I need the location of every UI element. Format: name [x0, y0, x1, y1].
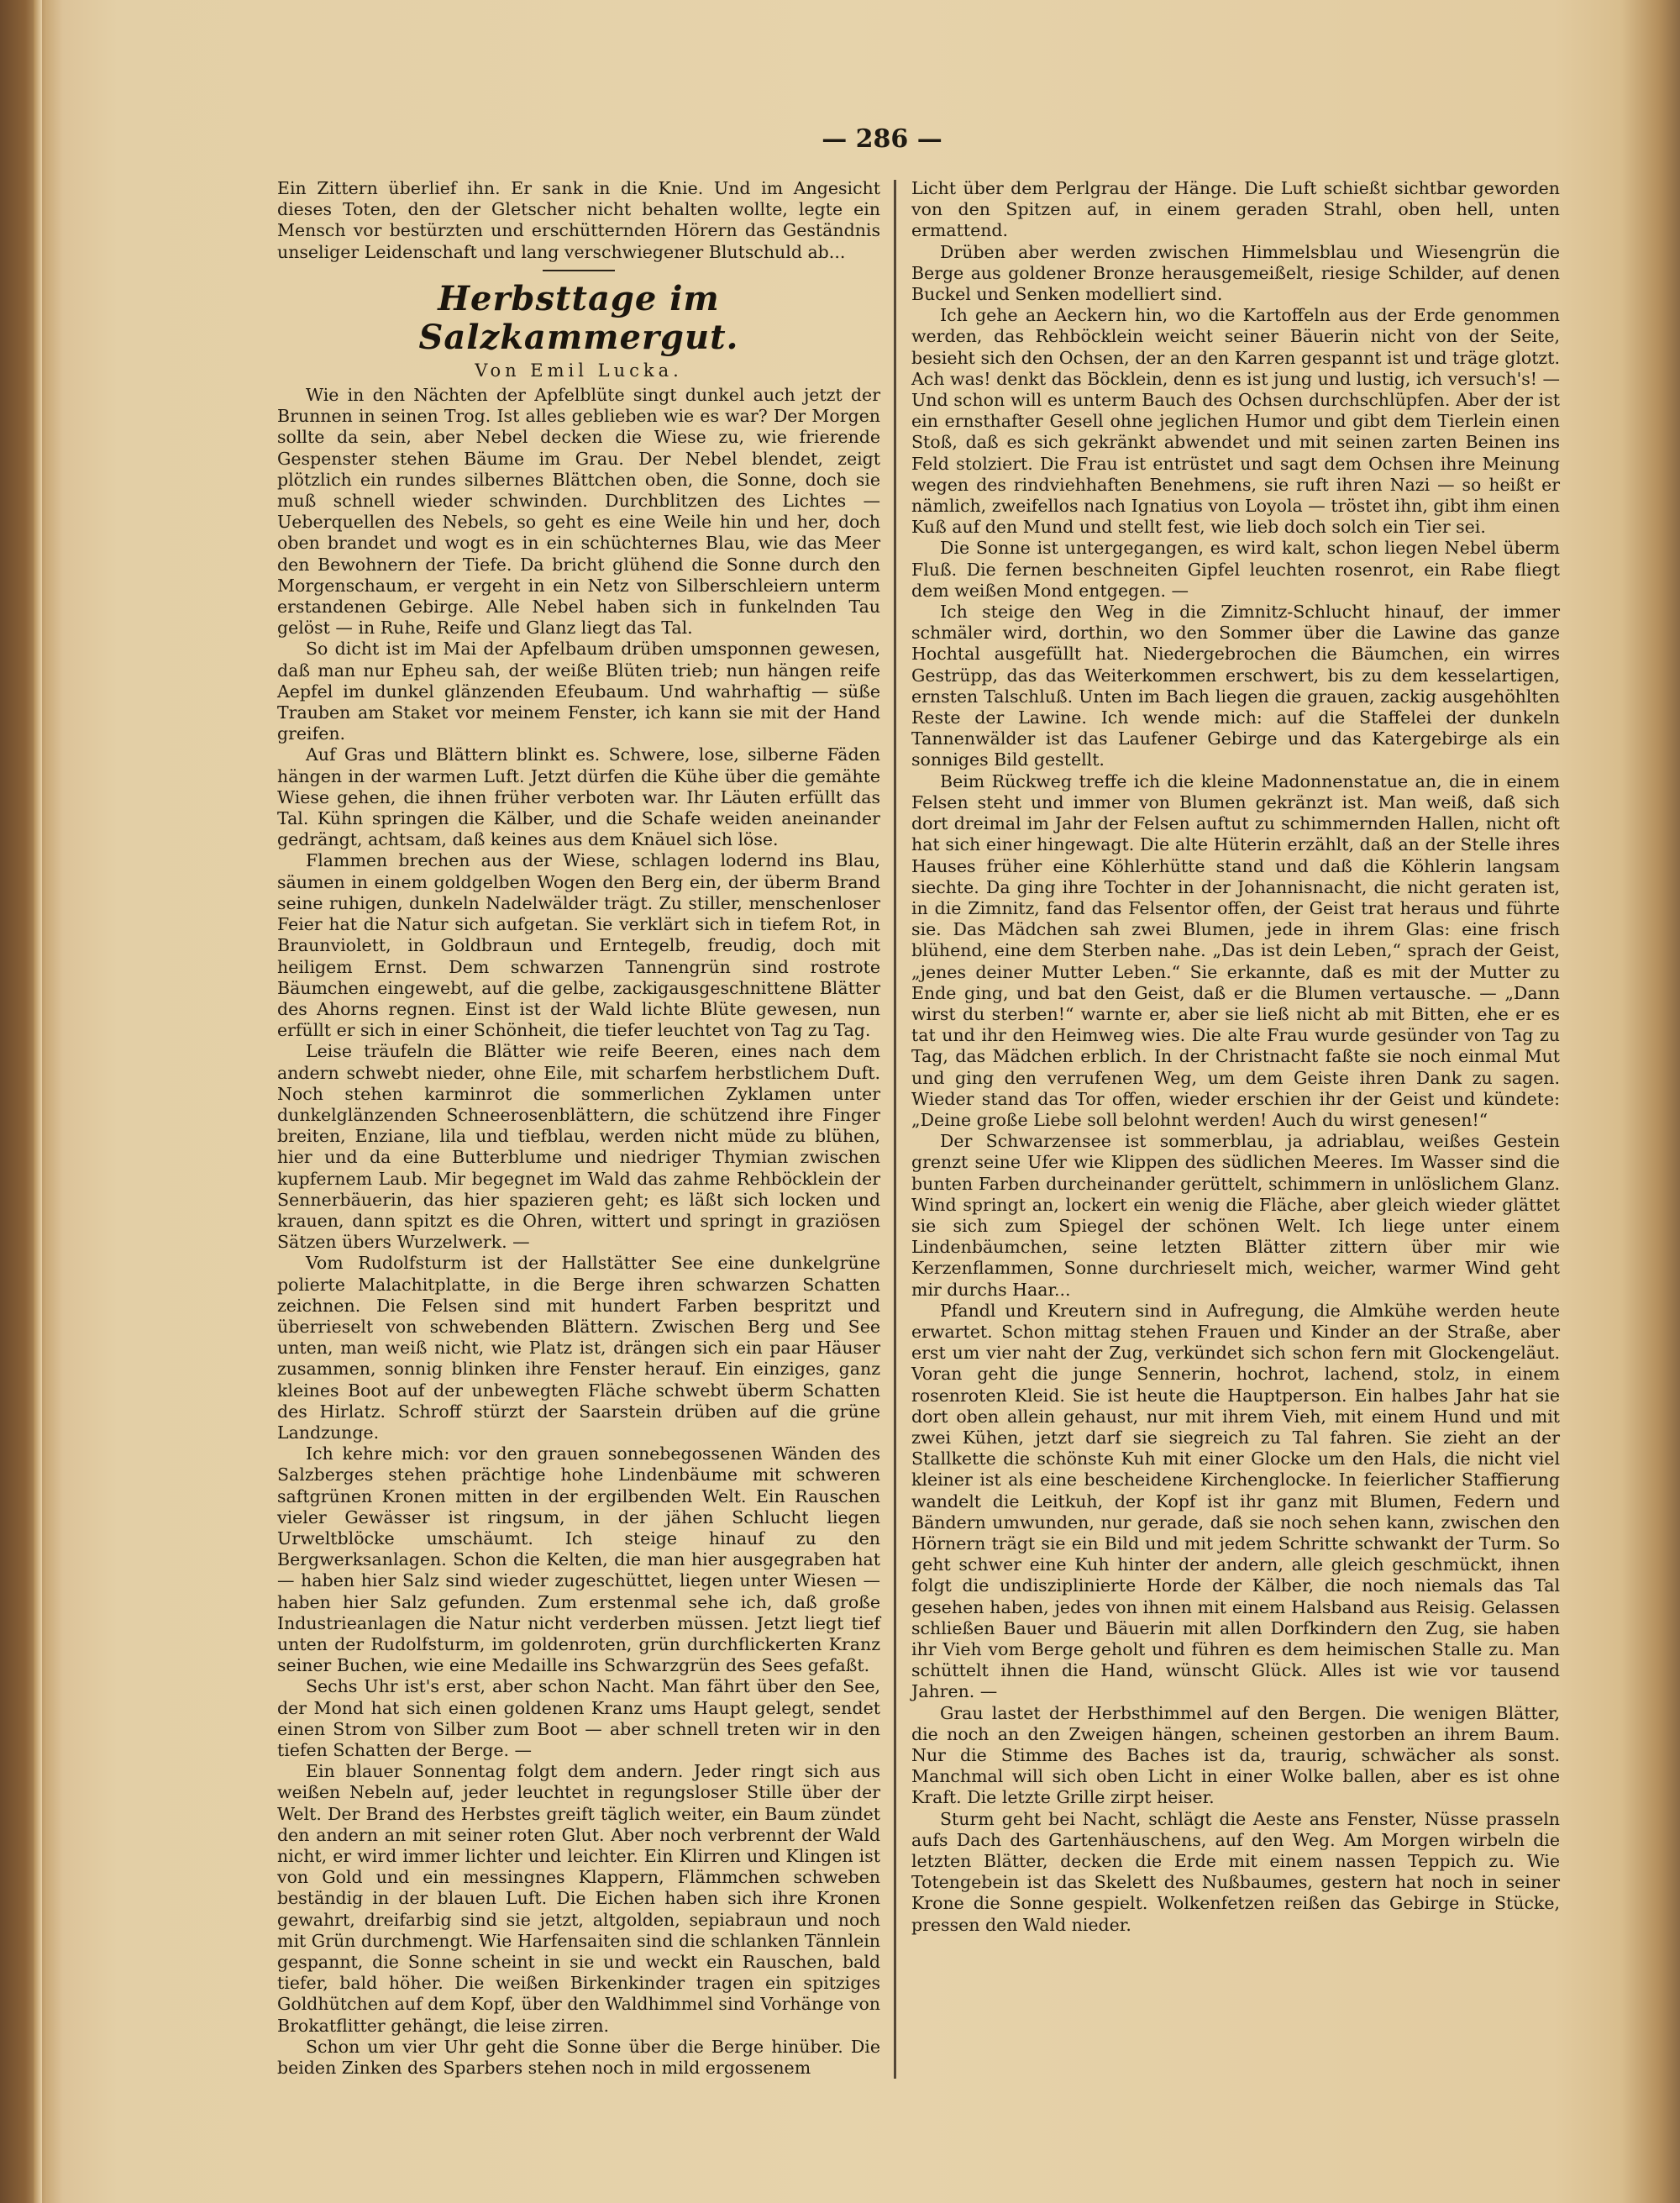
right-column	[911, 178, 1560, 1936]
left-column	[277, 178, 880, 2079]
paragraph: Ich gehe an Aeckern hin, wo die Kartoffeln aus der Erde genommen werden, das Rehböcklein weicht seiner Bäuerin nicht von der Seite, besieht sich den Ochsen, der an den Karren gespannt ist und träge glotzt. Ach was! denkt das Böcklein, denn es ist jung und lustig, ich versuch's! — Und schon will es unterm Bauch des Ochsen durchschlüpfen. Aber der ist ein ernsthafter Gesell ohne jeglichen Humor und gibt dem Tierlein einen Stoß, daß es sich gekränkt abwendet und mit seinen zarten Beinen ins Feld stolziert. Die Frau ist entrüstet und sagt dem Ochsen ihre Meinung wegen des rindviehhaften Benehmens, sie ruft ihren Nazi — so heißt er nämlich, zweifellos nach Ignatius von Loyola — tröstet ihn, gibt ihm einen Kuß auf den Mund und stellt fest, wie lieb doch solch ein Tier sei.	[911, 305, 1560, 538]
page-number: — 286 —	[822, 124, 942, 154]
intro-paragraph: Ein Zittern überlief ihn. Er sank in die Knie. Und im Angesicht dieses Toten, den der Gletscher nicht behalten wollte, legte ein Mensch vor bestürzten und erschütternden Hörern das Geständnis unseliger Leidenschaft und lang verschwiegener Blutschuld ab...	[277, 178, 880, 262]
paragraph: Drüben aber werden zwischen Himmelsblau und Wiesengrün die Berge aus goldener Bronze herausgemeißelt, riesige Schilder, auf denen Buckel und Senken modelliert sind.	[911, 241, 1560, 305]
paragraph: Die Sonne ist untergegangen, es wird kalt, schon liegen Nebel überm Fluß. Die fernen beschneiten Gipfel leuchten rosenrot, ein Rabe fliegt dem weißen Mond entgegen. —	[911, 538, 1560, 601]
paragraph: Schon um vier Uhr geht die Sonne über die Berge hinüber. Die beiden Zinken des Sparbers stehen noch in mild ergossenem	[277, 2036, 880, 2079]
page-stack-edge	[34, 0, 42, 2203]
paragraph: Ein blauer Sonnentag folgt dem andern. Jeder ringt sich aus weißen Nebeln auf, jeder leuchtet in regungsloser Stille über der Welt. Der Brand des Herbstes greift täglich weiter, ein Baum zündet den andern an mit seiner roten Glut. Aber noch verbrennt der Wald nicht, er wird immer lichter und leichter. Ein Klirren und Klingen ist von Gold und ein messingnes Klappern, Flämmchen schweben beständig in der blauen Luft. Die Eichen haben sich ihre Kronen gewahrt, dreifarbig sind sie jetzt, altgolden, sepiabraun und noch mit Grün durchmengt. Wie Harfensaiten sind die schlanken Tännlein gespannt, die Sonne scheint in sie und weckt ein Rauschen, bald tiefer, bald höher. Die weißen Birkenkinder tragen ein spitziges Goldhütchen auf dem Kopf, über den Waldhimmel sind Vorhänge von Brokatflitter gehängt, die leise zirren.	[277, 1761, 880, 2036]
paragraph: Flammen brechen aus der Wiese, schlagen lodernd ins Blau, säumen in einem goldgelben Wogen den Berg ein, der überm Brand seine ruhigen, dunkeln Nadelwälder trägt. Zu stiller, menschenloser Feier hat die Natur sich aufgetan. Sie verklärt sich in tiefem Rot, in Braunviolett, in Goldbraun und Erntegelb, freudig, doch mit heiligem Ernst. Dem schwarzen Tannengrün sind rostrote Bäumchen eingewebt, auf die gelbe, zackigausgeschnittene Blätter des Ahorns regnen. Einst ist der Wald lichte Blüte gewesen, nun erfüllt er sich in einer Schönheit, die tiefer leuchtet von Tag zu Tag.	[277, 850, 880, 1041]
paragraph: Grau lastet der Herbsthimmel auf den Bergen. Die wenigen Blätter, die noch an den Zweigen hängen, scheinen gestorben an ihrem Baum. Nur die Stimme des Baches ist da, traurig, schwächer als sonst. Manchmal will sich oben Licht in einer Wolke ballen, aber es ist ohne Kraft. Die letzte Grille zirpt heiser.	[911, 1702, 1560, 1808]
paragraph: Sechs Uhr ist's erst, aber schon Nacht. Man fährt über den See, der Mond hat sich einen goldenen Kranz ums Haupt gelegt, sendet einen Strom von Silber zum Boot — aber schnell treten wir in den tiefen Schatten der Berge. —	[277, 1676, 880, 1761]
paragraph: Pfandl und Kreutern sind in Aufregung, die Almkühe werden heute erwartet. Schon mittag stehen Frauen und Kinder an der Straße, aber erst um vier naht der Zug, verkündet sich schon fern mit Glockengeläut. Voran geht die junge Sennerin, hochrot, lachend, stolz, in einem rosenroten Kleid. Sie ist heute die Hauptperson. Ein halbes Jahr hat sie dort oben allein gehaust, nur mit ihrem Vieh, mit einem Hund und mit zwei Kühen, jetzt darf sie siegreich zu Tal fahren. Sie zieht an der Stallkette die schönste Kuh mit einer Glocke um den Hals, die nicht viel kleiner ist als eine bescheidene Kirchenglocke. In feierlicher Staffierung wandelt die Leitkuh, der Kopf ist ihr ganz mit Blumen, Federn und Bändern umwunden, nur gerade, daß sie noch sehen kann, zwischen den Hörnern trägt sie ein Bild und mit jedem Schritte schwankt der Turm. So geht schwer eine Kuh hinter der andern, alle gleich geschmückt, ihnen folgt die undisziplinierte Horde der Kälber, die noch niemals das Tal gesehen haben, jedes von ihnen mit einem Halsband aus Reisig. Gelassen schließen Bauer und Bäuerin mit allen Dorfkindern den Zug, sie haben ihr Vieh vom Berge geholt und führen es dem heimischen Stalle zu. Man schüttelt ihnen die Hand, wünscht Glück. Alles ist wie vor tausend Jahren. —	[911, 1300, 1560, 1702]
paragraph: So dicht ist im Mai der Apfelbaum drüben umsponnen gewesen, daß man nur Epheu sah, der weiße Blüten trieb; nun hängen reife Aepfel im dunkel glänzenden Efeubaum. Und wahrhaftig — süße Trauben am Staket vor meinem Fenster, ich kann sie mit der Hand greifen.	[277, 639, 880, 744]
article-headline: Herbsttage im Salzkammergut.	[418, 278, 739, 357]
paragraph: Leise träufeln die Blätter wie reife Beeren, eines nach dem andern schwebt nieder, ohne Eile, mit scharfem herbstlichem Duft. Noch stehen karminrot die sommerlichen Zyklamen unter dunkelglänzenden Schneerosenblättern, die schützend ihre Finger breiten, Enziane, lila und tiefblau, werden nicht müde zu blühen, hier und da eine Butterblume und niedriger Thymian zwischen kupfernem Laub. Mir begegnet im Wald das zahme Rehböcklein der Sennerbäuerin, das hier spazieren geht; es läßt sich locken und krauen, dann spitzt es die Ohren, wittert und springt in graziösen Sätzen übers Wurzelwerk. —	[277, 1041, 880, 1253]
paragraph: Sturm geht bei Nacht, schlägt die Aeste ans Fenster, Nüsse prasseln aufs Dach des Gartenhäuschens, auf den Weg. Am Morgen wirbeln die letzten Blätter, decken die Erde mit einem nassen Teppich zu. Wie Totengebein ist das Skelett des Nußbaumes, gestern hat noch in seiner Krone die Sonne gespielt. Wolkenfetzen reißen das Gebirge in Stücke, pressen den Wald nieder.	[911, 1808, 1560, 1935]
article-byline: Von Emil Lucka.	[475, 360, 683, 381]
section-divider	[543, 270, 615, 271]
paragraph: Ich steige den Weg in die Zimnitz-Schlucht hinauf, der immer schmäler wird, dorthin, wo den Sommer über die Lawine das ganze Hochtal ausgefüllt hat. Niedergebrochen die Bäumchen, ein wirres Gestrüpp, das das Weiterkommen erschwert, bis zu dem kesselartigen, ernsten Talschluß. Unten im Bach liegen die grauen, zackig ausgehöhlten Reste der Lawine. Ich wende mich: auf die Staffelei der dunkeln Tannenwälder ist das Laufener Gebirge und das Katergebirge als ein sonniges Bild gestellt.	[911, 602, 1560, 770]
paragraph: Beim Rückweg treffe ich die kleine Madonnenstatue an, die in einem Felsen steht und immer von Blumen gekränzt ist. Man weiß, daß sich dort dreimal im Jahr der Felsen auftut zu schimmernden Hallen, nicht oft hat sich einer hingewagt. Die alte Hüterin erzählt, daß an der Stelle ihres Hauses früher eine Köhlerhütte stand und daß die Köhlerin langsam siechte. Da ging ihre Tochter in der Johannisnacht, die nicht geraten ist, in die Zimnitz, fand das Felsentor offen, der Geist trat heraus und führte sie. Das Mädchen sah zwei Blumen, jede in ihrem Glas: eine frisch blühend, eine dem Sterben nahe. „Das ist dein Leben,“ sprach der Geist, „jenes deiner Mutter Leben.“ Sie erkannte, daß es mit der Mutter zu Ende ging, und bat den Geist, daß er die Blumen vertausche. — „Dann wirst du sterben!“ warnte er, aber sie ließ nicht ab mit Bitten, ehe er es tat und ihr den Heimweg wies. Die alte Frau wurde gesünder von Tag zu Tag, das Mädchen erblich. In der Christnacht faßte sie noch einmal Mut und ging den verrufenen Weg, um dem Geiste ihren Dank zu sagen. Wieder stand das Tor offen, wieder erschien ihr der Geist und kündete: „Deine große Liebe soll belohnt werden! Auch du wirst genesen!“	[911, 770, 1560, 1130]
column-rule	[894, 180, 896, 2079]
paragraph: Ich kehre mich: vor den grauen sonnebegossenen Wänden des Salzberges stehen prächtige hohe Lindenbäume mit schweren saftgrünen Kronen mitten in der ergilbenden Welt. Ein Rauschen vieler Gewässer ist ringsum, in der jähen Schlucht liegen Urweltblöcke umschäumt. Ich steige hinauf zu den Bergwerksanlagen. Schon die Kelten, die man hier ausgegraben hat — haben hier Salz sind wieder zugeschüttet, liegen unter Wiesen — haben hier Salz gefunden. Zum erstenmal sehe ich, daß große Industrieanlagen die Natur nicht verderben müssen. Jetzt liegt tief unten der Rudolfsturm, im goldenroten, grün durchflickerten Kranz seiner Buchen, wie eine Medaille ins Schwarzgrün des Sees gefaßt.	[277, 1443, 880, 1676]
paragraph: Auf Gras und Blättern blinkt es. Schwere, lose, silberne Fäden hängen in der warmen Luft. Jetzt dürfen die Kühe über die gemähte Wiese gehen, die ihnen früher verboten war. Ihr Läuten erfüllt das Tal. Kühn springen die Kälber, und die Schafe weiden aneinander gedrängt, achtsam, daß keines aus dem Knäuel sich löse.	[277, 744, 880, 850]
paragraph: Vom Rudolfsturm ist der Hallstätter See eine dunkelgrüne polierte Malachitplatte, in die Berge ihren schwarzen Schatten zeichnen. Die Felsen sind mit hundert Farben bespritzt und überrieselt von schwebenden Blättern. Zwischen Berg und See unten, man weiß nicht, wie Platz ist, drängen sich ein paar Häuser zusammen, sonnig blinken ihre Fenster herauf. Ein einziges, ganz kleines Boot auf der unbewegten Fläche schwebt überm Schatten des Hirlatz. Schroff stürzt der Saarstein drüben auf die grüne Landzunge.	[277, 1253, 880, 1443]
paragraph: Der Schwarzensee ist sommerblau, ja adriablau, weißes Gestein grenzt seine Ufer wie Klippen des südlichen Meeres. Im Wasser sind die bunten Farben durcheinander gerüttelt, schimmern in unlöslichem Glanz. Wind springt an, lockert ein wenig die Fläche, aber gleich wieder glättet sie sich zum Spiegel der schönen Welt. Ich liege unter einem Lindenbäumchen, seine letzten Blätter zittern über mir wie Kerzenflammen, Sonne durchrieselt mich, weicher, warmer Wind geht mir durchs Haar...	[911, 1131, 1560, 1300]
paragraph: Wie in den Nächten der Apfelblüte singt dunkel auch jetzt der Brunnen in seinen Trog. Ist alles geblieben wie es war? Der Morgen sollte da sein, aber Nebel decken die Wiese zu, wie frierende Gespenster stehen Bäume im Grau. Der Nebel blendet, zeigt plötzlich ein rundes silbernes Blättchen oben, die Sonne, doch sie muß schnell wieder schwinden. Durchblitzen des Lichtes — Ueberquellen des Nebels, so geht es eine Weile hin und her, doch oben brandet und wogt es in ein schüchternes Blau, wie das Meer den Bewohnern der Tiefe. Da bricht glühend die Sonne durch den Morgenschaum, er vergeht in ein Netz von Silberschleiern unterm erstandenen Gebirge. Alle Nebel haben sich in funkelnden Tau gelöst — in Ruhe, Reife und Glanz liegt das Tal.	[277, 385, 880, 639]
paragraph: Licht über dem Perlgrau der Hänge. Die Luft schießt sichtbar geworden von den Spitzen auf, in einem geraden Strahl, oben hell, unten ermattend.	[911, 178, 1560, 241]
